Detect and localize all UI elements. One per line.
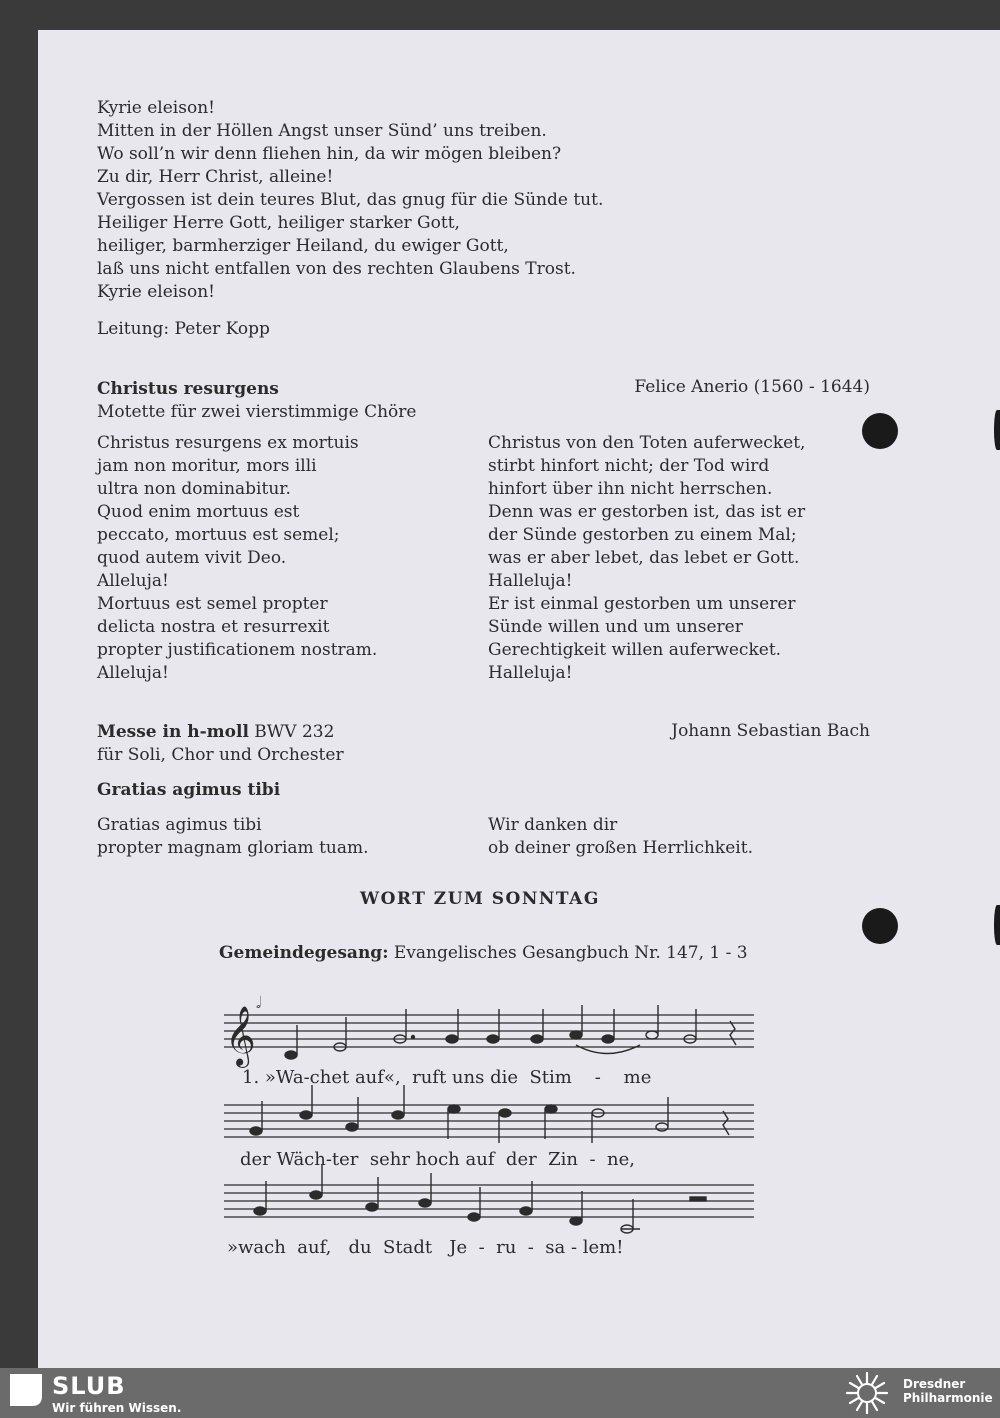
text-line: Mitten in der Höllen Angst unser Sünd’ uns treiben.: [97, 121, 547, 141]
philharmonie-name: [903, 1377, 993, 1405]
text-line: Christus resurgens ex mortuis: [97, 433, 359, 453]
text-line: Mortuus est semel propter: [97, 594, 328, 614]
text-line: hinfort über ihn nicht herrschen.: [488, 479, 773, 499]
german-text-column: [488, 432, 805, 685]
kyrie-text: [97, 97, 603, 304]
hymn-label: Gemeindegesang:: [219, 943, 389, 963]
work-title-bold: Messe in h-moll: [97, 722, 249, 742]
footer-bar: [0, 1368, 1000, 1418]
text-line: Zu dir, Herr Christ, alleine!: [97, 167, 334, 187]
philharmonie-line-1: Dresdner: [903, 1377, 966, 1391]
text-line: Alleluja!: [97, 571, 169, 591]
text-line: Vergossen ist dein teures Blut, das gnug für die Sünde tut.: [97, 190, 604, 210]
work-subtitle-soli: für Soli, Chor und Orchester: [97, 745, 344, 765]
slub-tagline: Wir führen Wissen.: [52, 1401, 182, 1415]
text-line: Quod enim mortuus est: [97, 502, 300, 522]
latin-text-column: [97, 432, 377, 685]
text-line: propter justificationem nostram.: [97, 640, 378, 660]
work-subtitle-motette: Motette für zwei vierstimmige Chöre: [97, 402, 417, 422]
leitung-credit: Leitung: Peter Kopp: [97, 319, 270, 339]
text-line: stirbt hinfort nicht; der Tod wird: [488, 456, 770, 476]
german-gratias: [488, 814, 753, 860]
text-line: Alleluja!: [97, 663, 169, 683]
text-line: jam non moritur, mors illi: [97, 456, 317, 476]
punch-hole-edge: [994, 410, 1000, 450]
text-line: Halleluja!: [488, 663, 573, 683]
text-line: Gratias agimus tibi: [97, 815, 262, 835]
text-line: Wir danken dir: [488, 815, 618, 835]
text-line: Kyrie eleison!: [97, 282, 215, 302]
text-line: ob deiner großen Herrlichkeit.: [488, 838, 753, 858]
work-catalog-number: BWV 232: [248, 722, 335, 742]
text-line: Denn was er gestorben ist, das ist er: [488, 502, 806, 522]
composer-anerio: Felice Anerio (1560 - 1644): [634, 377, 870, 397]
text-line: was er aber lebet, das lebet er Gott.: [488, 548, 800, 568]
section-heading-wort: WORT ZUM SONNTAG: [360, 889, 600, 909]
latin-gratias: [97, 814, 369, 860]
slub-logo-icon: [10, 1374, 42, 1406]
treble-clef-icon: 𝄞: [225, 1006, 256, 1066]
text-line: peccato, mortuus est semel;: [97, 525, 340, 545]
text-line: Gerechtigkeit willen auferwecket.: [488, 640, 782, 660]
philharmonie-line-2: Philharmonie: [903, 1391, 993, 1405]
text-line: laß uns nicht entfallen von des rechten Glaubens Trost.: [97, 259, 576, 279]
text-line: Halleluja!: [488, 571, 573, 591]
slub-name: SLUB: [52, 1372, 126, 1400]
text-line: propter magnam gloriam tuam.: [97, 838, 369, 858]
text-line: Kyrie eleison!: [97, 98, 215, 118]
text-line: Heiliger Herre Gott, heiliger starker Gott,: [97, 213, 460, 233]
philharmonie-logo-icon: [842, 1371, 892, 1415]
lyrics-line-2: der Wäch-ter sehr hoch auf der Zin - ne,: [240, 1149, 635, 1170]
punch-hole-edge: [994, 905, 1000, 945]
text-line: Er ist einmal gestorben um unserer: [488, 594, 796, 614]
lyrics-line-3: »wach auf, du Stadt Je - ru - sa - lem!: [227, 1237, 624, 1258]
composer-bach: Johann Sebastian Bach: [671, 721, 870, 741]
work-title-christus: Christus resurgens: [97, 379, 279, 399]
punch-hole: [862, 908, 898, 944]
lyrics-line-1: 1. »Wa-chet auf«, ruft uns die Stim - me: [242, 1067, 652, 1088]
text-line: ultra non dominabitur.: [97, 479, 291, 499]
text-line: der Sünde gestorben zu einem Mal;: [488, 525, 797, 545]
punch-hole: [862, 413, 898, 449]
text-line: Sünde willen und um unserer: [488, 617, 743, 637]
half-note-icon: 𝅗𝅥: [256, 993, 262, 1012]
hymn-reference: [219, 942, 748, 965]
hymn-number: Evangelisches Gesangbuch Nr. 147, 1 - 3: [388, 943, 748, 963]
text-line: Wo soll’n wir denn fliehen hin, da wir mögen bleiben?: [97, 144, 562, 164]
work-title-messe: [97, 721, 334, 744]
text-line: delicta nostra et resurrexit: [97, 617, 330, 637]
movement-title: Gratias agimus tibi: [97, 780, 281, 800]
text-line: Christus von den Toten auferwecket,: [488, 433, 806, 453]
text-line: heiliger, barmherziger Heiland, du ewiger Gott,: [97, 236, 509, 256]
text-line: quod autem vivit Deo.: [97, 548, 287, 568]
